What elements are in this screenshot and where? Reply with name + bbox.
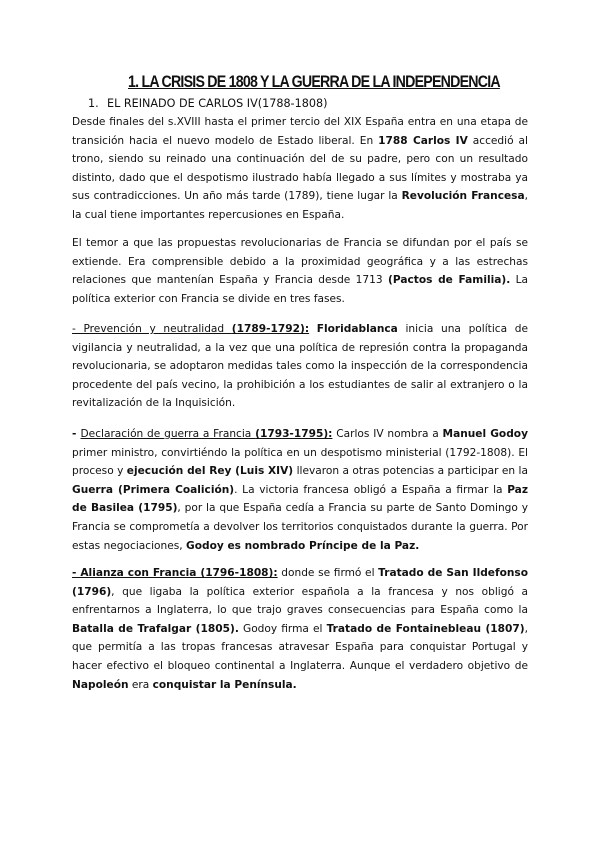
phase1-text: inicia una política de vigilancia y neutralidad, a la vez que una política de represión contra la propaganda revolucionaria, se adoptaron medidas tales como la inspección de la correspondencia procedente del país vecino, la prohibición a los estudiantes de salir al extranjero o la revitalización de la Inquisición. (72, 323, 528, 410)
phase3-text-5: era (128, 678, 153, 691)
paragraph-intro (72, 113, 528, 225)
phase3-text-2: , que ligaba la política exterior española a la francesa y nos obligó a enfrentarnos a Inglaterra, lo que trajo graves consecuencias para España como la (72, 585, 528, 617)
phase3-text-4: , que permitía a las tropas francesas atravesar España para conquistar Portugal y hacer efectivo el bloqueo continental a Inglaterra. Aunque el verdadero objetivo de (72, 622, 528, 672)
phase1-dates: (1789-1792): (231, 323, 310, 335)
phase2-text-5: , por la que España cedía a Francia su parte de Santo Domingo y Francia se comprometía a devolver los territorios conquistados durante la guerra. Por estas negociaciones, (72, 502, 529, 552)
intro-text-3: , la cual tiene importantes repercusiones en España. (72, 190, 528, 221)
phase3-text-3: Godoy firma el (238, 622, 327, 635)
phase1-bold-floridablanca: Floridablanca (316, 323, 398, 335)
phase2-bold-godoy: Manuel Godoy (442, 428, 528, 440)
phase2-bold-guerra: Guerra (Primera Coalición) (72, 483, 235, 496)
paragraph-phase-2 (72, 425, 528, 555)
section-number: 1. (88, 97, 99, 110)
paragraph-phase-1 (72, 320, 528, 413)
fear-text-2: La política exterior con Francia se divide en tres fases. (72, 274, 529, 305)
phase3-bold-san-ildefonso: Tratado de San Ildefonso (1796) (72, 567, 528, 598)
phase2-bold-paz-basilea: Paz de Basilea (1795) (72, 483, 528, 515)
phase2-bold-ejecucion: ejecución del Rey (Luis XIV) (126, 465, 294, 478)
intro-bold-revolucion: Revolución Francesa (401, 190, 525, 203)
section-heading-text: EL REINADO DE CARLOS IV(1788-1808) (107, 97, 328, 110)
phase2-text-2: primer ministro, convirtiéndo la política en un despotismo ministerial (1792-1808). El proceso y (72, 446, 528, 478)
phase2-text-1: Carlos IV nombra a (332, 428, 443, 440)
phase2-dash: - (72, 428, 81, 440)
phase3-text-1: donde se firmó el (277, 567, 379, 579)
phase3-bold-trafalgar: Batalla de Trafalgar (1805). (72, 622, 239, 635)
phase2-text-3: llevaron a otras potencias a participar en la (293, 465, 528, 478)
phase2-dates: (1793-1795): (255, 428, 333, 440)
phase3-bold-fontainebleau: Tratado de Fontainebleau (1807) (326, 622, 525, 635)
phase3-bold-napoleon: Napoleón (72, 678, 129, 691)
document-title: 1. LA CRISIS DE 1808 Y LA GUERRA DE LA INDEPENDENCIA (128, 73, 500, 91)
phase1-label: - Prevención y neutralidad (72, 323, 232, 335)
intro-text-1: Desde finales del s.XVIII hasta el primer tercio del XIX España entra en una etapa de transición hacia el nuevo modelo de Estado liberal. En (72, 116, 528, 147)
fear-text-1: El temor a que las propuestas revolucionarias de Francia se difundan por el país se extiende. Era comprensible debido a la proximidad geográfica y a las estrechas relaciones que mantenían España y Francia desde 1713 (72, 237, 528, 287)
paragraph-phase-3 (72, 564, 528, 694)
phase3-bold-peninsula: conquistar la Península. (152, 678, 297, 691)
intro-bold-carlos-iv: 1788 Carlos IV (378, 134, 468, 147)
phase1-space (309, 323, 317, 335)
intro-text-2: accedió al trono, siendo su reinado una continuación del de su padre, pero con un resultado distinto, dado que el despotismo ilustrado había llegado a sus límites y mostraba ya sus contradicciones. Un año más tarde (1789), tiene lugar la (72, 134, 528, 203)
section-heading (88, 96, 327, 112)
fear-bold-pactos: (Pactos de Familia). (388, 274, 511, 287)
phase2-bold-principe: Godoy es nombrado Príncipe de la Paz. (186, 539, 420, 552)
phase2-label: Declaración de guerra a Francia (80, 428, 256, 440)
phase2-text-4: . La victoria francesa obligó a España a firmar la (234, 483, 508, 496)
phase3-label: - Alianza con Francia (1796-1808): (72, 567, 278, 579)
paragraph-fear (72, 234, 528, 308)
